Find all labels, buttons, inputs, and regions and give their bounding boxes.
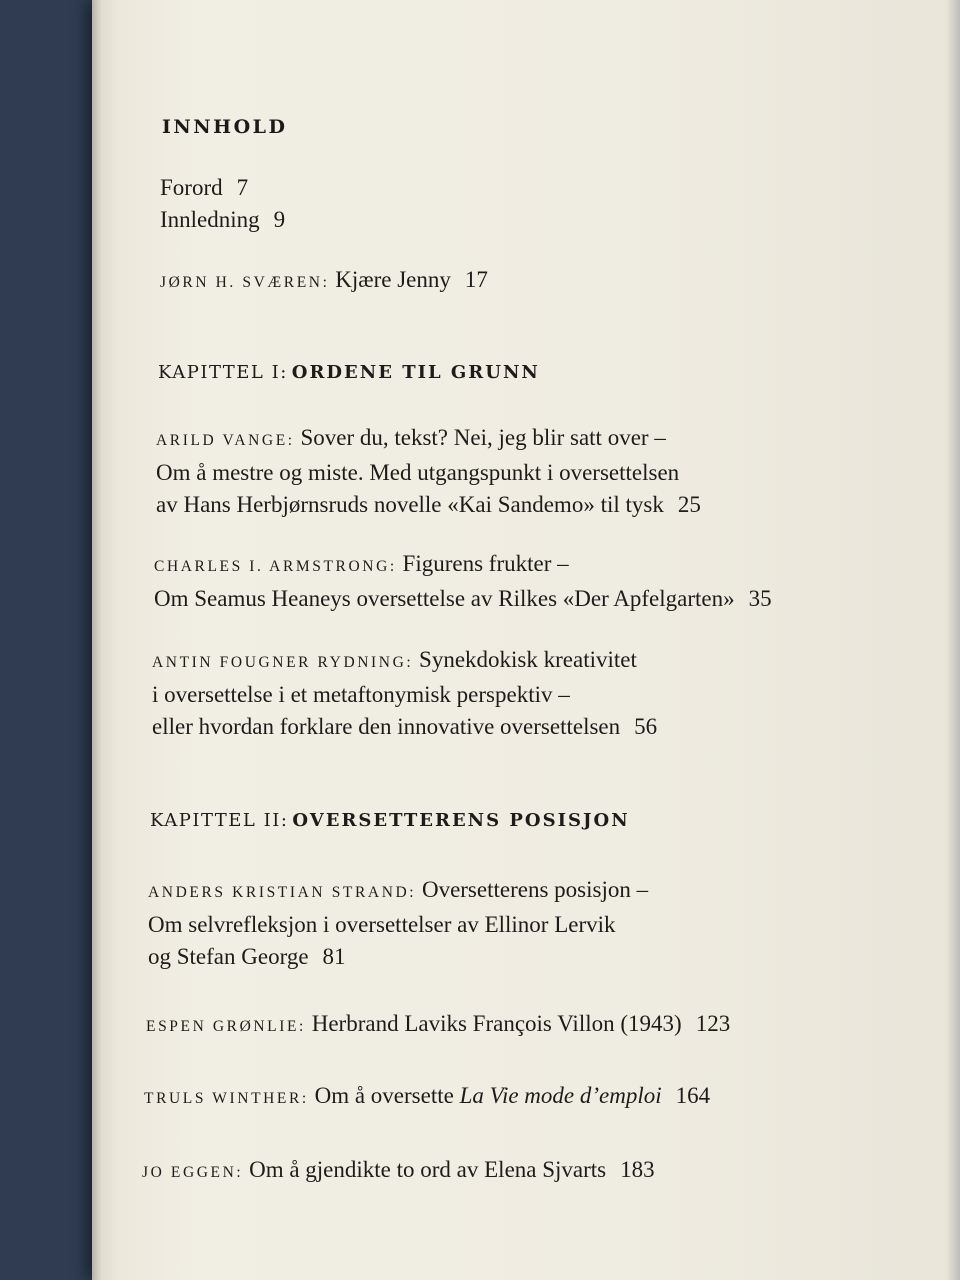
entry-page: 164 [675,1083,711,1108]
entry-title-italic: La Vie mode d’emploi [459,1083,662,1108]
entry-author: ANDERS KRISTIAN STRAND: [148,884,417,901]
front-matter [160,172,285,236]
entry-author: JO EGGEN: [142,1164,244,1181]
toc-entry-eggen[interactable]: JO EGGEN: Om å gjendikte to ord av Elena Sjvarts 183 [142,1157,655,1182]
toc-entry-rydning[interactable]: ANTIN FOUGNER RYDNING: Synekdokisk kreativitet i oversettelse i et metaftonymisk perspektiv – eller hvordan forklare den innovative oversettelsen 56 [152,647,658,739]
chapter-heading-2: KAPITTEL II: OVERSETTERENS POSISJON [150,810,630,831]
entry-author: ARILD VANGE: [156,432,295,449]
entry-author: ESPEN GRØNLIE: [146,1018,306,1035]
chapter-heading-1: KAPITTEL I: ORDENE TIL GRUNN [158,362,540,383]
toc-entry-innledning[interactable]: Innledning 9 [160,207,286,232]
toc-heading: INNHOLD [162,116,288,138]
entry-author: JØRN H. SVÆREN: [160,274,330,291]
toc-entry-armstrong[interactable]: CHARLES I. ARMSTRONG: Figurens frukter – Om Seamus Heaneys oversettelse av Rilkes «Der Apfelgarten» 35 [154,551,772,611]
entry-author: CHARLES I. ARMSTRONG: [154,558,397,575]
toc-entry-prelude[interactable] [160,264,488,299]
entry-title: Kjære Jenny [335,267,451,292]
toc-entry-forord[interactable]: Forord 7 [160,175,249,200]
entry-author: TRULS WINTHER: [144,1090,309,1107]
entry-page: 56 [634,714,658,739]
entry-page: 25 [677,492,701,517]
toc-entry-winther[interactable]: TRULS WINTHER: Om å oversette La Vie mode d’emploi 164 [144,1083,711,1108]
entry-author: ANTIN FOUGNER RYDNING: [152,654,414,671]
toc-entry-vange[interactable]: ARILD VANGE: Sover du, tekst? Nei, jeg blir satt over – Om å mestre og miste. Med utgangspunkt i oversettelsen av Hans Herbjørnsruds novelle «Kai Sandemo» til tysk 25 [156,425,701,517]
entry-page: 35 [748,586,772,611]
entry-page: 81 [322,944,346,969]
page-right-edge [946,0,960,1280]
entry-page: 123 [695,1011,731,1036]
entry-page: 17 [464,267,488,292]
toc-entry-strand[interactable]: ANDERS KRISTIAN STRAND: Oversetterens posisjon – Om selvrefleksjon i oversettelser av Ellinor Lervik og Stefan George 81 [148,877,649,969]
entry-page: 183 [620,1157,655,1182]
page-gutter [92,0,102,1280]
toc-entry-gronlie[interactable]: ESPEN GRØNLIE: Herbrand Laviks François Villon (1943) 123 [146,1011,731,1036]
